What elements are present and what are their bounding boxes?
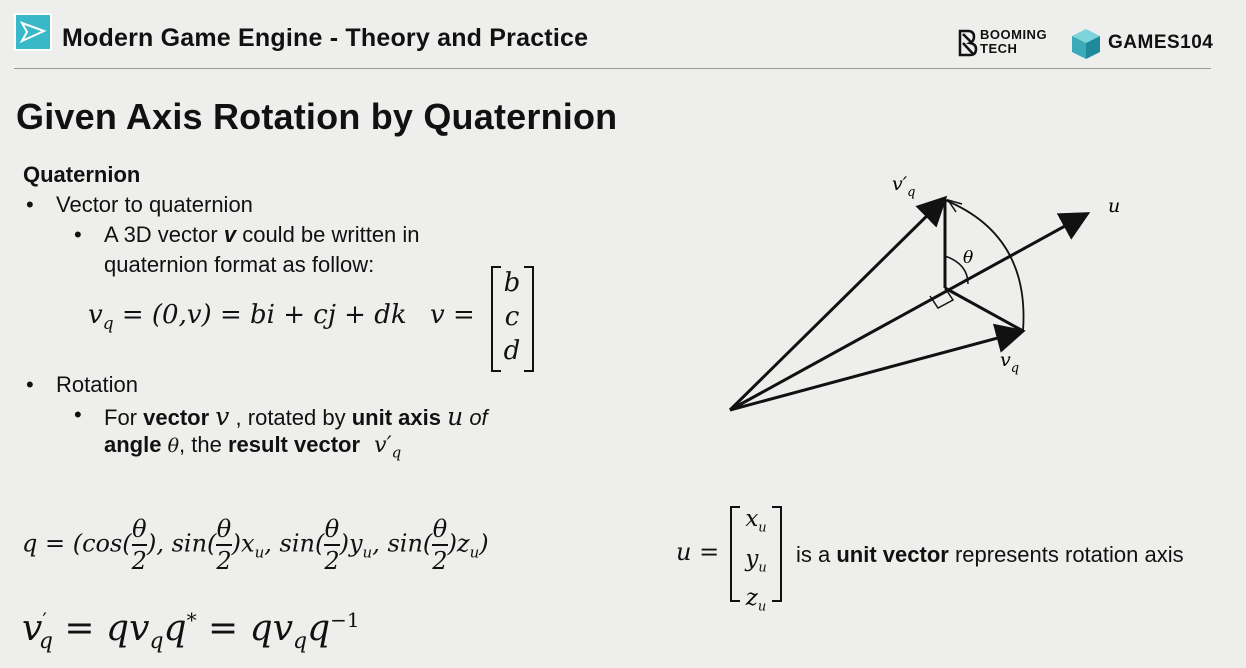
- bullet-dot: •: [74, 402, 82, 427]
- rotation-diagram: [700, 160, 1140, 420]
- brand-booming-line1: BOOMING: [980, 27, 1048, 42]
- section-heading: Quaternion: [23, 162, 141, 187]
- sub2-comma: , the: [179, 432, 228, 457]
- fraction-theta-over-2: [216, 514, 231, 576]
- eq-q-xu: )x: [231, 529, 255, 558]
- v-matrix: [499, 266, 525, 368]
- sub-bullet-angle-line: [104, 432, 401, 461]
- frac-den: 2: [216, 544, 231, 576]
- bullet-dot: •: [26, 192, 34, 217]
- sub1-var: v: [223, 222, 237, 247]
- u-desc-suffix: represents rotation axis: [948, 542, 1184, 567]
- eq-q-part2: ), sin(: [146, 529, 217, 558]
- label-vq-prime: $v'_q$: [892, 173, 916, 200]
- frac-den: 2: [324, 544, 339, 576]
- equation-q: [22, 514, 489, 576]
- sub2-rotated: , rotated by: [229, 405, 352, 430]
- eq-q-zu: )z: [447, 529, 470, 558]
- axis-u-arrow: [730, 215, 1085, 410]
- u-matrix-entry: $y_u$: [745, 545, 767, 576]
- header-divider: [14, 68, 1211, 69]
- equation-vq: $v_q = (0,v)$ = bi + cj + dk: [88, 300, 407, 335]
- sub1-suffix: could be written in: [236, 222, 420, 247]
- label-u: u: [1108, 195, 1121, 217]
- sub2-for: For: [104, 405, 144, 430]
- bullet-text: Rotation: [56, 372, 138, 397]
- label-vq: $v_q$: [1000, 349, 1020, 376]
- v-matrix-entry: c: [504, 302, 520, 332]
- booming-b-icon: [958, 29, 978, 57]
- frac-num: θ: [432, 515, 448, 543]
- sub2-vector: vector: [143, 405, 210, 430]
- sub-bullet-line2: [104, 252, 374, 278]
- subscript-u: u: [254, 543, 265, 562]
- sub2-unit-axis: unit axis: [351, 405, 441, 430]
- u-matrix-entry: $x_u$: [745, 506, 767, 536]
- sub1-prefix: A 3D vector: [104, 222, 224, 247]
- bullet-dot: •: [74, 222, 82, 247]
- v-matrix-right-bracket: [524, 266, 534, 372]
- bullet-text: Vector to quaternion: [56, 192, 253, 217]
- eq-q-end: ): [479, 529, 489, 558]
- course-logo-icon: [14, 13, 52, 51]
- v-matrix-entry: d: [503, 336, 521, 366]
- subscript-u: u: [362, 543, 373, 562]
- frac-num: θ: [216, 515, 232, 543]
- eq-q-sep: , sin(: [264, 529, 325, 558]
- sub2-u: u: [447, 402, 464, 431]
- u-matrix: [738, 504, 774, 623]
- slide-title: Given Axis Rotation by Quaternion: [16, 96, 618, 137]
- frac-den: 2: [432, 544, 447, 576]
- u-matrix-entry: $z_u$: [745, 585, 767, 615]
- frac-num: θ: [132, 515, 147, 543]
- sub2-angle: angle: [104, 432, 162, 457]
- unit-vector-description: [796, 542, 1184, 568]
- sub1-line2: quaternion format as follow:: [104, 252, 375, 277]
- booming-tech-logo: [958, 27, 1048, 59]
- equation-final: $v'_q = qv_qq^* = qv_qq^{-1}$: [22, 608, 360, 655]
- fraction-theta-over-2: [432, 514, 447, 576]
- games104-logo: [1070, 27, 1214, 66]
- radius-line: [945, 288, 1023, 331]
- eq-q-yu: )y: [339, 529, 363, 558]
- games104-cube-icon: [1070, 27, 1102, 61]
- brand-booming-line2: TECH: [980, 41, 1018, 56]
- eq-q-sep: , sin(: [372, 529, 433, 558]
- sub2-theta: θ: [167, 435, 180, 457]
- brand-games-text: GAMES104: [1108, 32, 1214, 53]
- bullet-dot: •: [26, 372, 34, 397]
- u-desc-prefix: is a: [796, 542, 837, 567]
- fraction-theta-over-2: [324, 514, 339, 576]
- u-label: u =: [676, 538, 720, 566]
- frac-num: θ: [324, 515, 340, 543]
- fraction-theta-over-2: [132, 514, 147, 576]
- vector-vq-prime-arrow: [730, 200, 943, 410]
- course-title: Modern Game Engine - Theory and Practice: [62, 24, 589, 52]
- label-theta: θ: [963, 248, 974, 268]
- v-matrix-entry: b: [503, 268, 521, 298]
- subscript-u: u: [469, 543, 480, 562]
- sub2-of: of: [463, 405, 488, 430]
- sub2-v: v: [215, 402, 230, 431]
- v-label: v =: [430, 300, 475, 330]
- eq-q-prefix: q = (cos(: [22, 529, 132, 558]
- u-desc-bold: unit vector: [836, 542, 949, 567]
- vector-vq-arrow: [730, 332, 1020, 410]
- sub2-result: result vector: [227, 432, 361, 457]
- frac-den: 2: [132, 544, 147, 576]
- sub2-vq: $v'_q$: [374, 433, 402, 462]
